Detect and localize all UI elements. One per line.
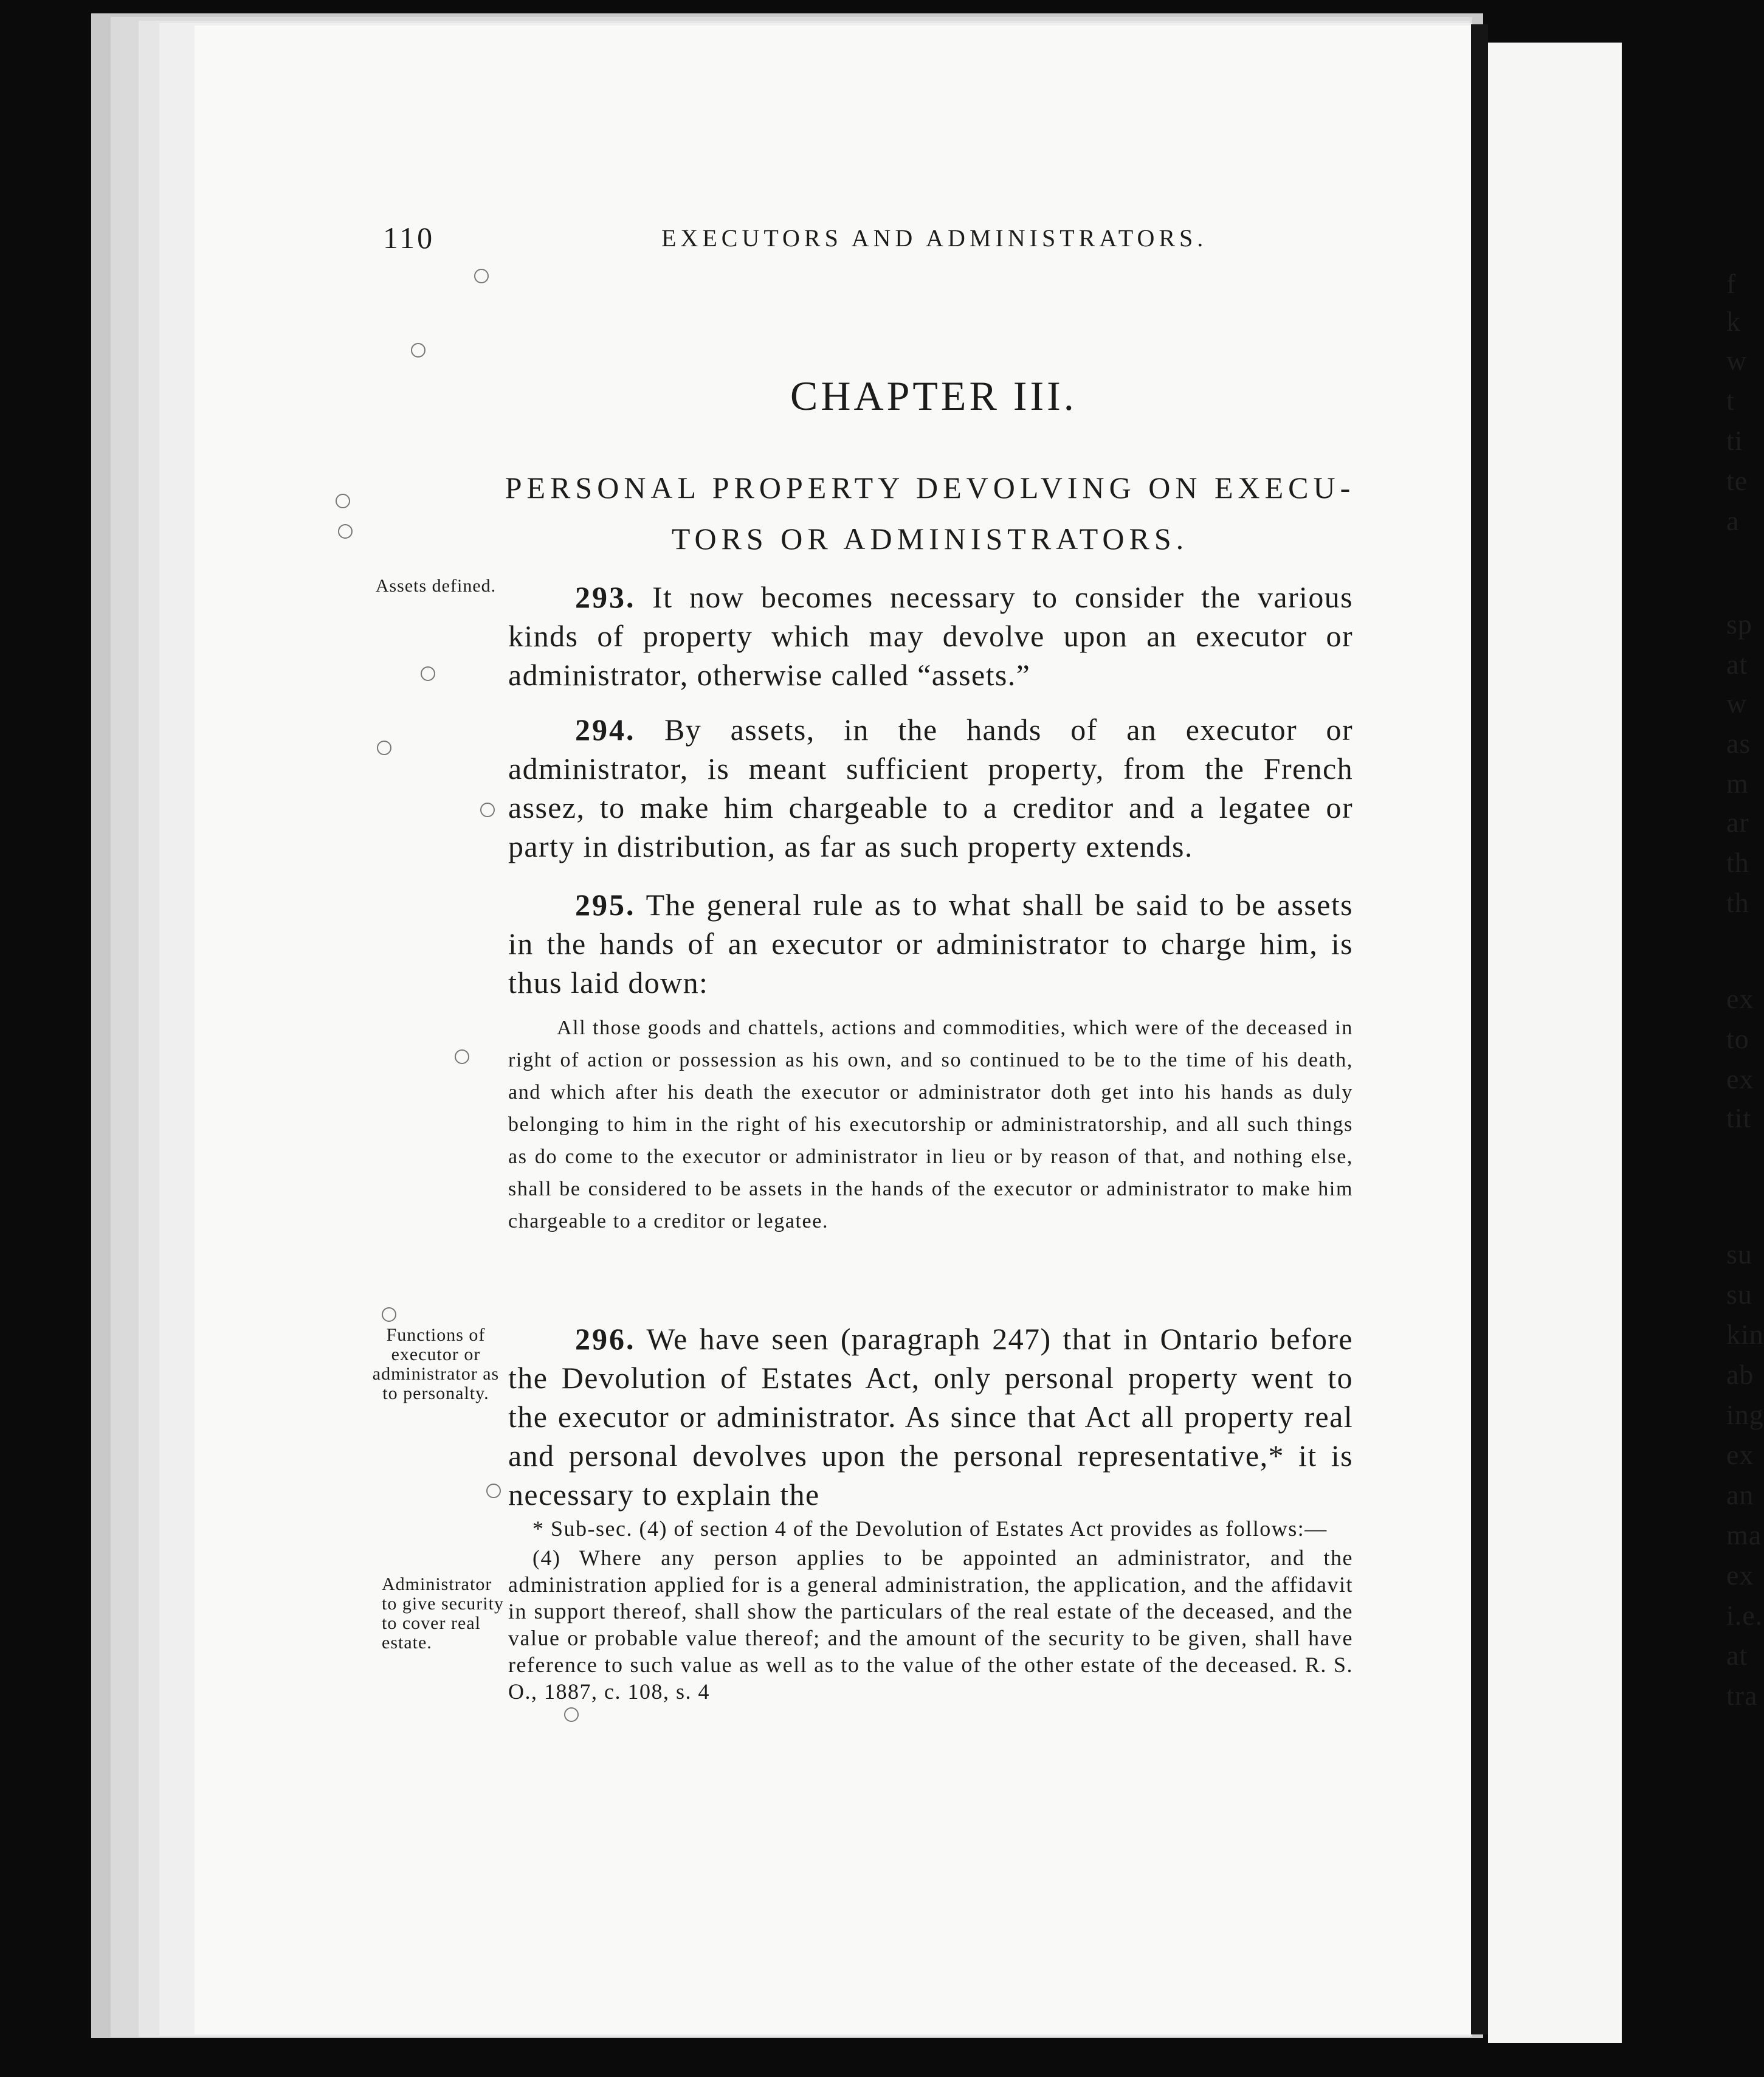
facing-page-fragment: a [1726,505,1740,536]
paragraph-number: 296. [575,1322,636,1356]
facing-page-fragment: su [1726,1279,1752,1310]
page-header [383,220,1349,263]
facing-page-fragment: tit [1726,1102,1752,1133]
facing-page-fragment: ex [1726,1560,1754,1591]
paragraph-295 [508,885,1353,1002]
facing-page-fragment: to [1726,1023,1749,1054]
book-gutter [1471,24,1488,2034]
punch-hole-mark [474,269,489,283]
paragraph-294 [508,710,1353,866]
punch-hole-mark [480,803,495,817]
facing-page-fragment: ab [1726,1359,1754,1390]
facing-page-fragment: at [1726,649,1748,680]
paragraph-number: 293. [575,580,636,614]
facing-page-fragment: ti [1726,425,1743,456]
paragraph-text: By assets, in the hands of an executor or administrator, is meant sufficient property, from the French assez, to make him chargeable to a creditor and a legatee or party in distribution, as far as such property extends. [508,713,1354,863]
chapter-heading: CHAPTER III. [790,373,1077,419]
facing-page-fragment: f [1726,268,1737,299]
facing-page-fragment: at [1726,1640,1748,1671]
facing-page [1488,43,1764,2043]
facing-page-fragment: t [1726,385,1735,416]
paragraph-text: The general rule as to what shall be said to be assets in the hands of an executor or administrator to charge him, is thus laid down: [508,888,1354,1000]
facing-page-fragment: k [1726,306,1741,337]
paragraph-number: 294. [575,713,636,747]
footnote-body: (4) Where any person applies to be appointed an administrator, and the administration applied for is a general administration, the application, and the affidavit in support thereof, shall show the particulars of the real estate of the deceased, and the value or probable value thereof; and the amount of the security to be given, shall have reference to such value as well as to the value of the other estate of the deceased. R. S. O., 1887, c. 108, s. 4 [508,1546,1353,1704]
facing-page-fragment: ex [1726,1439,1754,1470]
facing-page-fragment: i.e. [1726,1600,1763,1631]
paragraph-text: It now becomes necessary to consider the various kinds of property which may devolve upon an executor or administrator, otherwise called “assets.” [508,580,1353,692]
facing-page-fragment: ex [1726,1063,1754,1094]
margin-note-security: Administrator to give security to cover real estate. [382,1574,504,1653]
punch-hole-mark [455,1049,469,1064]
facing-page-fragment: kin [1726,1319,1764,1350]
page-number: 110 [383,221,435,255]
punch-hole-mark [564,1707,579,1722]
facing-page-fragment: w [1726,688,1748,719]
paragraph-number: 295. [575,888,636,922]
punch-hole-mark [382,1307,396,1322]
facing-page-fragment: ex [1726,983,1754,1014]
punch-hole-mark [486,1484,501,1498]
margin-note-assets: Assets defined. [375,576,497,596]
punch-hole-mark [421,666,435,681]
footnote [508,1515,1353,1707]
facing-page-fragment: te [1726,465,1748,496]
facing-page-fragment: th [1726,887,1749,918]
facing-page-fragment: sp [1726,609,1752,640]
facing-page-fragment: w [1726,345,1748,376]
facing-page-fragment: an [1726,1479,1754,1510]
chapter-title-line: PERSONAL PROPERTY DEVOLVING ON EXECU- [505,471,1356,505]
punch-hole-mark [338,524,353,539]
facing-page-fragment: ing [1726,1399,1764,1430]
margin-note-functions: Functions of executor or administrator as to personalty. [372,1325,500,1403]
chapter-title-line: TORS OR ADMINISTRATORS. [671,522,1189,556]
running-head: EXECUTORS AND ADMINISTRATORS. [661,224,1208,252]
facing-page-fragment: ma [1726,1519,1762,1550]
paragraph-296 [508,1319,1353,1514]
punch-hole-mark [336,494,350,508]
punch-hole-mark [411,343,425,358]
paragraph-text: We have seen (paragraph 247) that in Ontario before the Devolution of Estates Act, only personal property went to the executor or administrator. As since that Act all property real and personal devolves upon the personal representative,* it is necessary to explain the [508,1322,1353,1512]
facing-page-fragment: as [1726,728,1751,759]
facing-page-fragment: tra [1726,1680,1758,1711]
facing-page-fragment: m [1726,768,1749,799]
punch-hole-mark [377,741,391,755]
footnote-intro: * Sub-sec. (4) of section 4 of the Devolution of Estates Act provides as follows:— [532,1516,1328,1541]
block-quote: All those goods and chattels, actions and commodities, which were of the deceased in right of action or possession as his own, and so continued to be to the time of his death, and which after his death the executor or administrator doth get into his hands as duly belonging to him in the right of his executorship or administratorship, and all such things as do come to the executor or administrator in lieu or by reason of that, and nothing else, shall be considered to be assets in the hands of the executor or administrator to make him chargeable to a creditor or legatee. [508,1017,1353,1232]
facing-page-fragment: th [1726,847,1749,878]
chapter-title [505,462,1356,564]
paragraph-293 [508,578,1353,694]
facing-page-fragment: su [1726,1239,1752,1270]
facing-page-fragment: ar [1726,807,1749,838]
